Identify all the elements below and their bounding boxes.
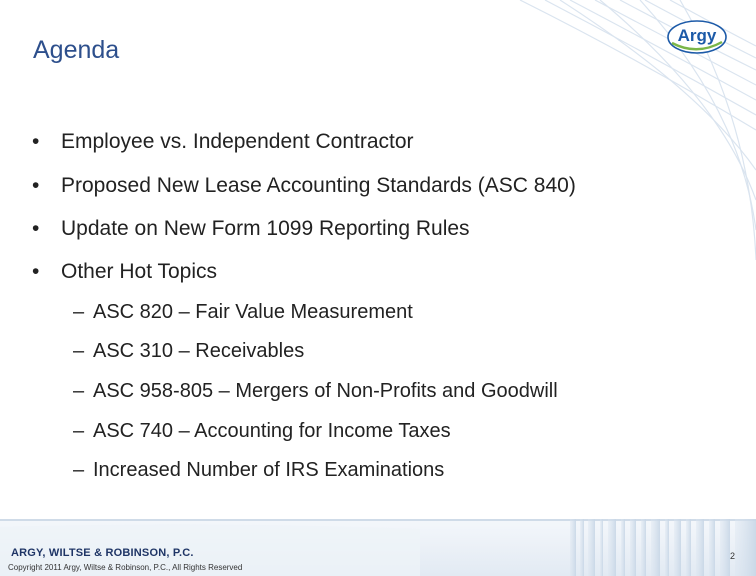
bullet-text: Other Hot Topics — [61, 260, 218, 283]
sub-bullet-text: ASC 820 – Fair Value Measurement — [93, 301, 413, 323]
bullet-glyph: • — [32, 174, 40, 197]
bullet-text: Proposed New Lease Accounting Standards (ASC 840) — [61, 174, 576, 197]
bullet-glyph: • — [32, 260, 40, 283]
sub-bullet-glyph: – — [73, 340, 85, 362]
sub-bullet-glyph: – — [73, 301, 85, 323]
bullet-text: Update on New Form 1099 Reporting Rules — [61, 217, 470, 240]
bullet-text: Employee vs. Independent Contractor — [61, 130, 414, 153]
sub-bullet-glyph: – — [73, 380, 85, 402]
sub-bullet-text: ASC 958-805 – Mergers of Non-Profits and Goodwill — [93, 380, 558, 402]
sub-bullet-text: ASC 740 – Accounting for Income Taxes — [93, 420, 451, 442]
logo-text: Argy — [677, 26, 717, 45]
argy-logo — [666, 18, 728, 56]
page-number: 2 — [730, 551, 736, 561]
sub-bullet-text: ASC 310 – Receivables — [93, 340, 305, 362]
bullet-glyph: • — [32, 217, 40, 240]
slide-title: Agenda — [33, 36, 120, 64]
sub-bullet-text: Increased Number of IRS Examinations — [93, 459, 445, 481]
footer-copyright: Copyright 2011 Argy, Wiltse & Robinson, P.C., All Rights Reserved — [8, 563, 243, 572]
bullet-glyph: • — [32, 130, 40, 153]
footer-firm-name: ARGY, WILTSE & ROBINSON, P.C. — [11, 547, 194, 559]
sub-bullet-glyph: – — [73, 459, 85, 481]
sub-bullet-glyph: – — [73, 420, 85, 442]
